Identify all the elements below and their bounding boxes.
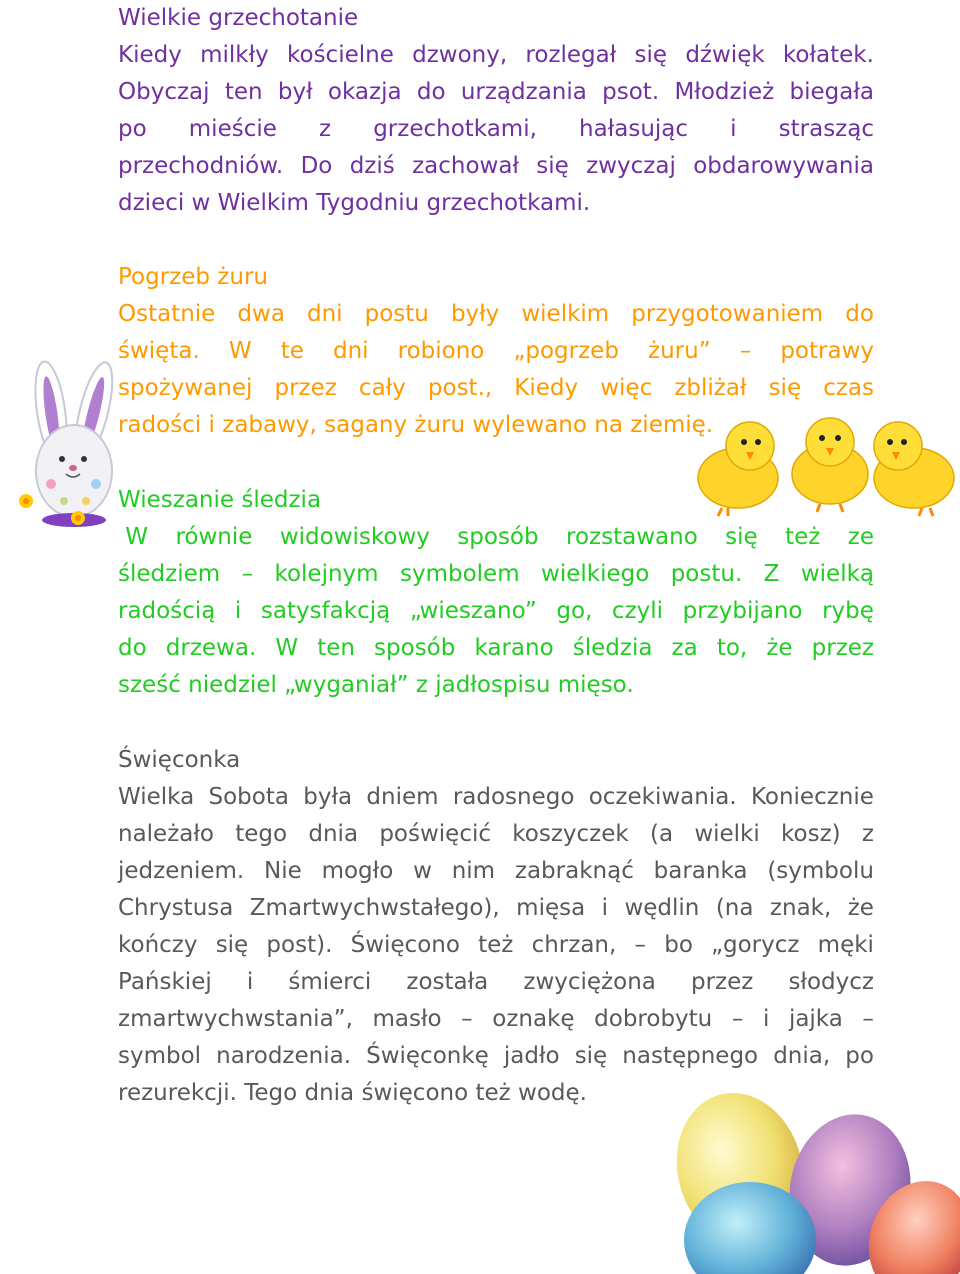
text-line: symbol narodzenia. Święconkę jadło się następnego dnia, po — [118, 1043, 874, 1069]
text-line: Chrystusa Zmartwychwstałego), mięsa i wędlin (na znak, że — [118, 895, 874, 921]
text-line: święta. W te dni robiono „pogrzeb żuru” – potrawy — [118, 338, 874, 364]
section-title: Pogrzeb żuru — [118, 264, 268, 290]
text-line: jedzeniem. Nie mogło w nim zabraknąć baranka (symbolu — [118, 858, 874, 884]
text-line: Pańskiej i śmierci została zwyciężona przez słodycz — [118, 969, 874, 995]
text-line: sześć niedziel „wyganiał” z jadłospisu mięso. — [118, 672, 634, 698]
text-line: radością i satysfakcją „wieszano” go, czyli przybijano rybę — [118, 598, 874, 624]
text-line: przechodniów. Do dziś zachował się zwyczaj obdarowywania — [118, 153, 874, 179]
text-line: zmartwychwstania”, masło – oznakę dobrobytu – i jajka – — [118, 1006, 874, 1032]
text-line: rezurekcji. Tego dnia święcono też wodę. — [118, 1080, 587, 1106]
section-body — [118, 519, 874, 704]
text-line: do drzewa. W ten sposób karano śledzia za to, że przez — [118, 635, 874, 661]
text-line: kończy się post). Święcono też chrzan, – bo „gorycz męki — [118, 932, 874, 958]
section-title: Wielkie grzechotanie — [118, 5, 359, 31]
chicks-icon — [692, 408, 960, 518]
section-wielkie-grzechotanie — [118, 0, 874, 222]
easter-bunny-icon — [6, 356, 126, 531]
text-line: śledziem – kolejnym symbolem wielkiego postu. Z wielką — [118, 561, 874, 587]
section-title: Wieszanie śledzia — [118, 487, 322, 513]
text-line: Obyczaj ten był okazja do urządzania psot. Młodzież biegała — [118, 79, 874, 105]
text-line: Wielka Sobota była dniem radosnego oczekiwania. Koniecznie — [118, 784, 874, 810]
section-title: Święconka — [118, 747, 241, 773]
text-line: należało tego dnia poświęcić koszyczek (a wielki kosz) z — [118, 821, 874, 847]
text-line: Kiedy milkły kościelne dzwony, rozlegał się dźwięk kołatek. — [118, 42, 874, 68]
section-swieconka — [118, 742, 874, 1112]
section-body — [118, 37, 874, 222]
text-line: po mieście z grzechotkami, hałasując i strasząc — [118, 116, 874, 142]
text-line: radości i zabawy, sagany żuru wylewano na ziemię. — [118, 412, 714, 438]
easter-eggs-icon — [660, 1090, 960, 1274]
text-line: dzieci w Wielkim Tygodniu grzechotkami. — [118, 190, 591, 216]
section-body — [118, 779, 874, 1112]
text-line: spożywanej przez cały post., Kiedy więc zbliżał się czas — [118, 375, 874, 401]
text-line: Ostatnie dwa dni postu były wielkim przygotowaniem do — [118, 301, 874, 327]
text-line: W równie widowiskowy sposób rozstawano się też ze — [118, 524, 874, 550]
